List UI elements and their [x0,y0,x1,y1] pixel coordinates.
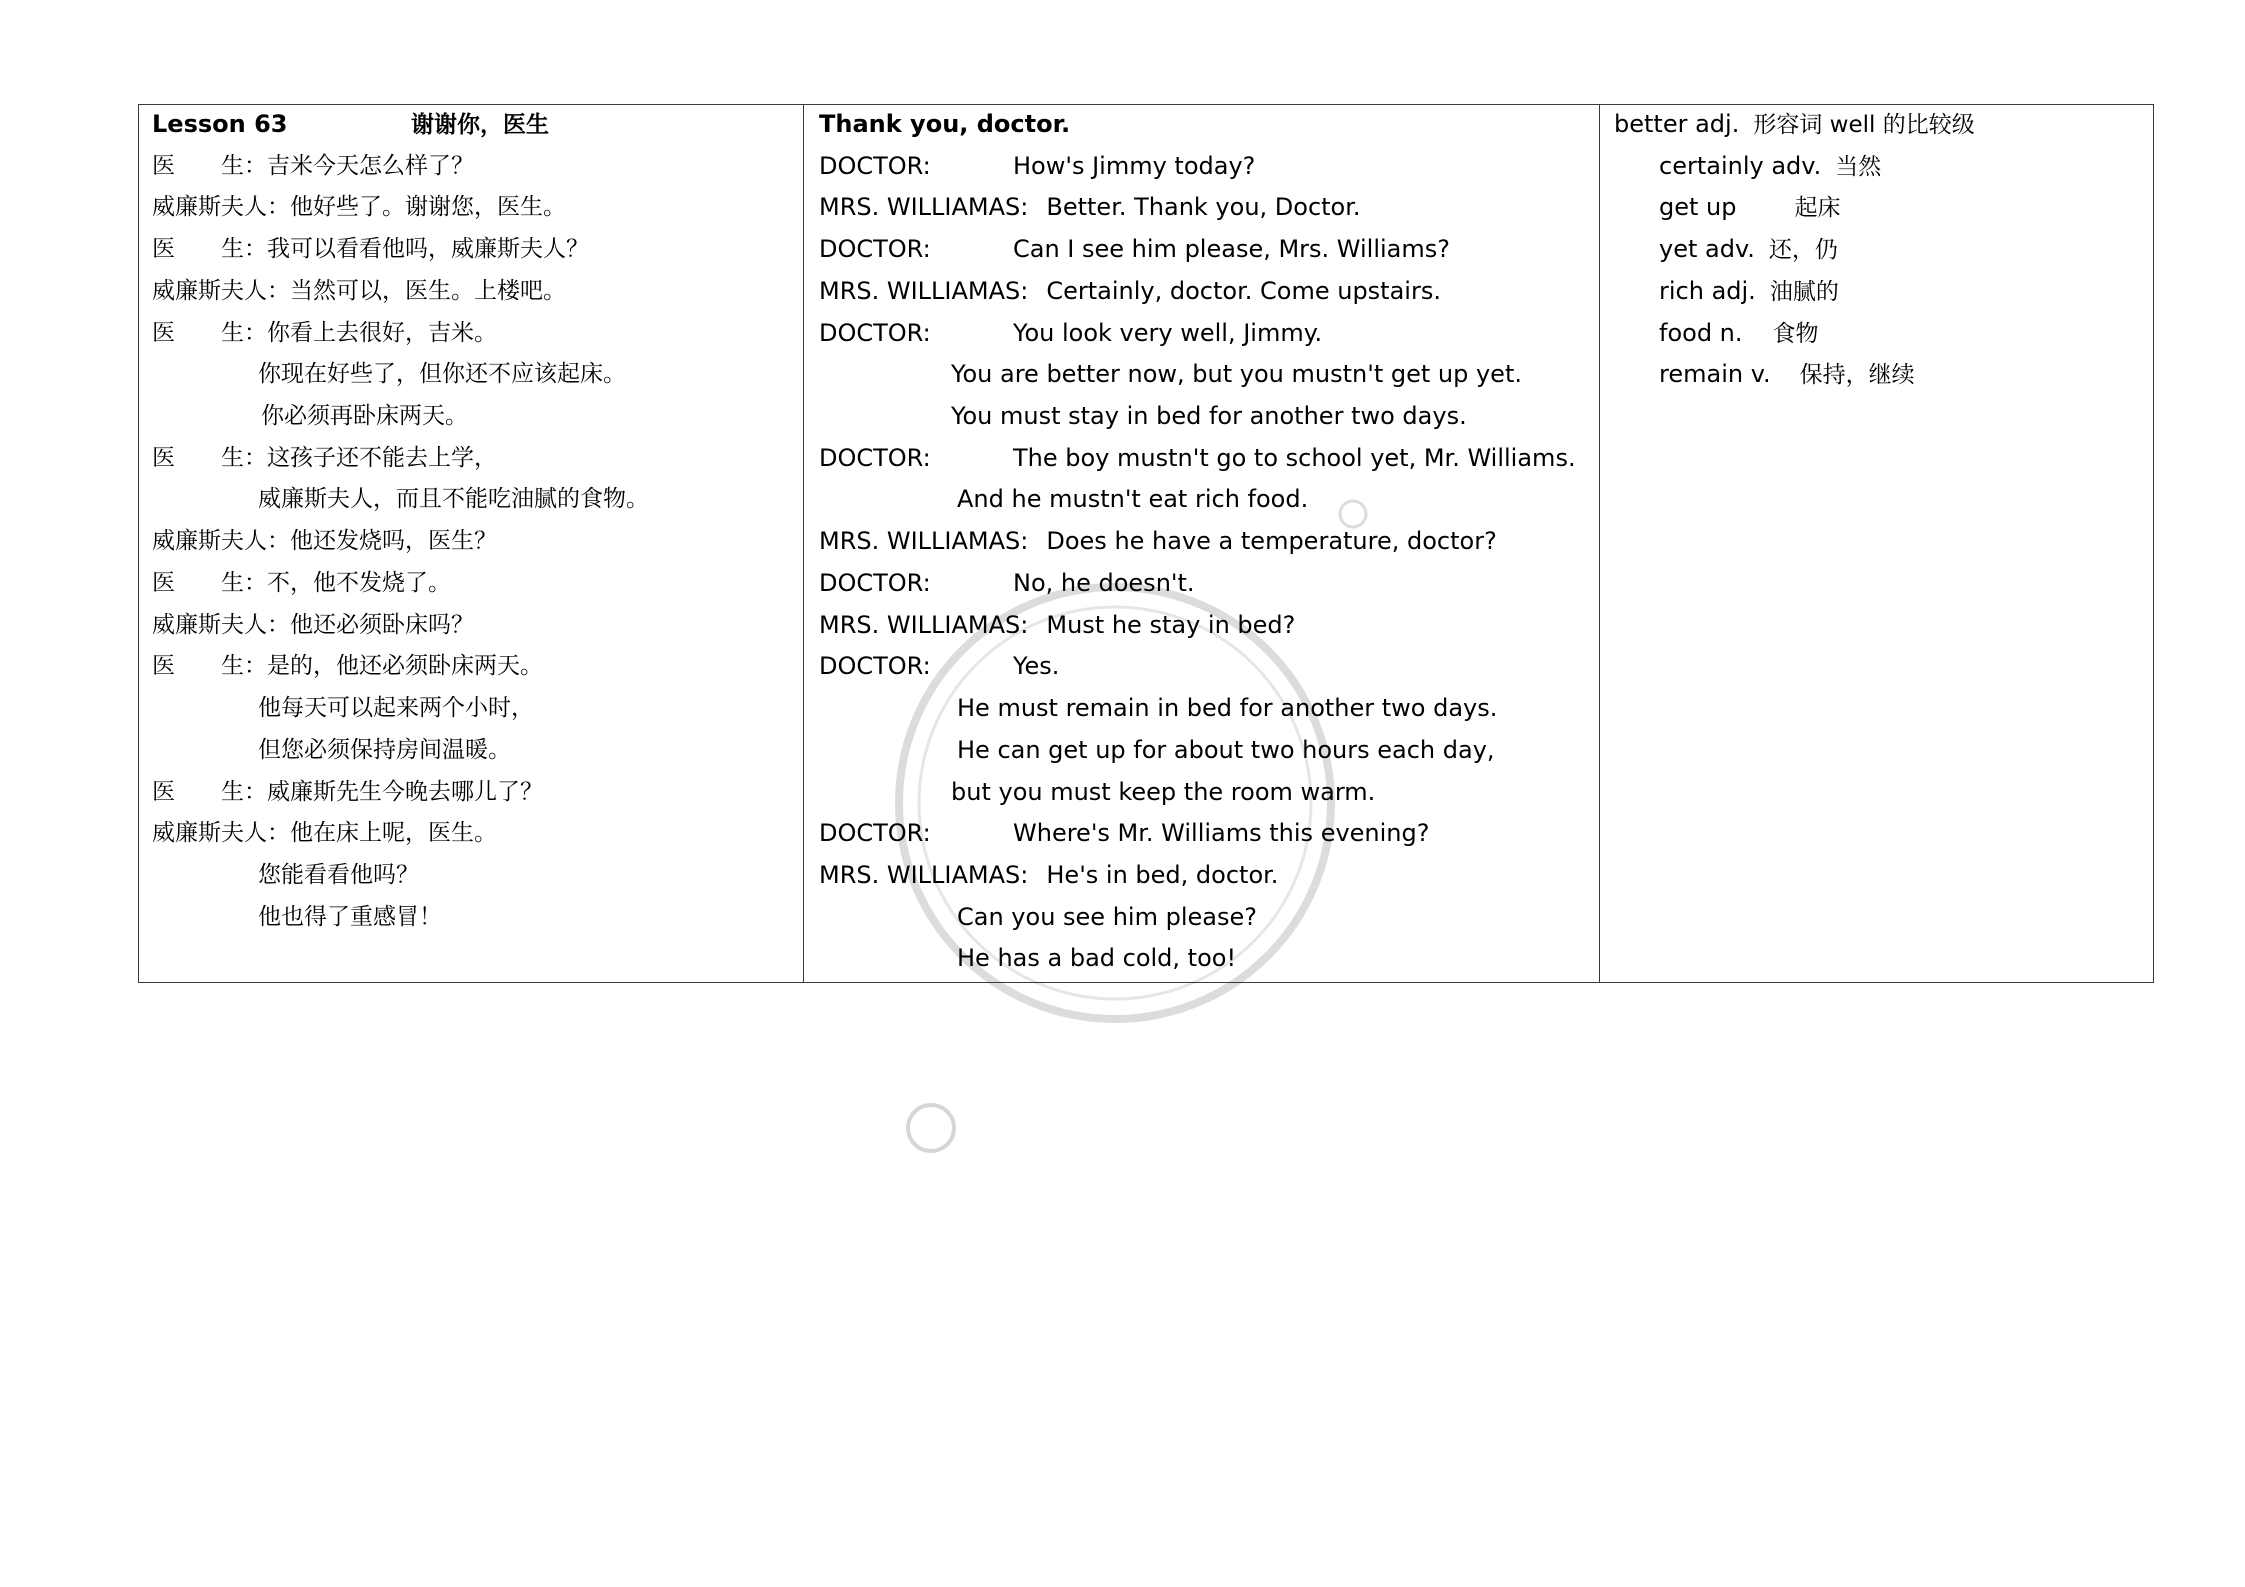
speaker-label: 医 生： [152,569,267,596]
speaker-label: MRS. WILLIAMAS: [819,610,1029,639]
en-dialogue-line [819,187,1594,229]
zh-dialogue-line [152,438,792,480]
vocab-item [1614,187,2149,229]
en-dialogue-line [819,772,1594,814]
zh-dialogue-line [152,271,792,313]
vocab-meaning: 油腻的 [1769,278,1839,305]
vocab-item [1614,354,2149,396]
dialogue-text: 吉米今天怎么样了？ [267,152,474,179]
en-dialogue-line [819,521,1594,563]
column-divider [1599,104,1600,983]
en-dialogue-line [819,938,1594,980]
en-dialogue-line [819,396,1594,438]
speaker-label: 威廉斯夫人： [152,528,290,555]
speaker-label: 威廉斯夫人： [152,194,290,221]
dialogue-text: 他在床上呢，医生。 [290,820,497,847]
dialogue-text: 你现在好些了，但你还不应该起床。 [258,361,626,388]
vocab-item [1614,271,2149,313]
speaker-label: MRS. WILLIAMAS: [819,193,1029,222]
speaker-label: 医 生： [152,152,267,179]
dialogue-text: 我可以看看他吗，威廉斯夫人？ [267,236,589,263]
zh-dialogue-line [152,730,792,772]
speaker-label: DOCTOR: [819,819,931,848]
speaker-label: MRS. WILLIAMAS: [819,860,1029,889]
dialogue-text: Can you see him please? [957,902,1257,931]
dialogue-text: Better. Thank you, Doctor. [1046,193,1361,222]
dialogue-text: Must he stay in bed? [1046,610,1296,639]
lesson-header [152,104,792,146]
vocab-term: better adj. [1614,110,1740,138]
dialogue-text: He must remain in bed for another two days. [957,694,1498,723]
speaker-label: 医 生： [152,236,267,263]
speaker-label: 医 生： [152,319,267,346]
zh-dialogue-line [152,772,792,814]
dialogue-text: Does he have a temperature, doctor? [1046,527,1497,556]
dialogue-text: 您能看看他吗？ [258,861,419,888]
dialogue-text: And he mustn't eat rich food. [957,485,1309,514]
dialogue-text: Where's Mr. Williams this evening? [1013,819,1430,848]
vocab-item [1614,313,2149,355]
dialogue-text: The boy mustn't go to school yet, Mr. Williams. [1013,443,1576,472]
lesson-title-en: Thank you, doctor. [819,110,1071,138]
dialogue-text: Can I see him please, Mrs. Williams? [1013,235,1451,264]
zh-dialogue-line [152,396,792,438]
zh-dialogue-line [152,313,792,355]
en-dialogue-line [819,605,1594,647]
dialogue-text: You must stay in bed for another two days. [951,402,1467,431]
en-dialogue-line [819,646,1594,688]
speaker-label: DOCTOR: [819,568,931,597]
dialogue-text: How's Jimmy today? [1013,151,1256,180]
dialogue-text: 威廉斯夫人，而且不能吃油腻的食物。 [258,486,649,513]
en-dialogue-line [819,146,1594,188]
en-dialogue-line [819,229,1594,271]
speaker-label: DOCTOR: [819,235,931,264]
speaker-label: DOCTOR: [819,318,931,347]
lesson-number: Lesson 63 [152,110,288,138]
vocab-term: certainly adv. [1659,151,1822,180]
en-dialogue-line [819,271,1594,313]
vocab-meaning: 保持，继续 [1799,362,1915,389]
dialogue-text: He's in bed, doctor. [1046,860,1279,889]
dialogue-text: 你看上去很好，吉米。 [267,319,497,346]
en-dialogue-line [819,438,1594,480]
dialogue-text: You look very well, Jimmy. [1013,318,1323,347]
vocab-meaning: 起床 [1794,195,1841,222]
vocab-meaning: 形容词 well 的比较级 [1753,112,1975,138]
column-divider [803,104,804,983]
dialogue-text: Certainly, doctor. Come upstairs. [1046,276,1441,305]
dialogue-text: Yes. [1013,652,1060,681]
zh-dialogue-line [152,855,792,897]
speaker-label: 威廉斯夫人： [152,277,290,304]
en-dialogue-line [819,897,1594,939]
speaker-label: 威廉斯夫人： [152,820,290,847]
speaker-label: MRS. WILLIAMAS: [819,527,1029,556]
zh-dialogue-line [152,605,792,647]
dialogue-text: 他还必须卧床吗？ [290,611,474,638]
speaker-label: MRS. WILLIAMAS: [819,276,1029,305]
vocab-meaning: 还，仍 [1768,237,1838,264]
vocab-term: get up [1659,193,1737,222]
dialogue-text: He can get up for about two hours each day, [957,735,1495,764]
vocab-item [1614,146,2149,188]
chinese-dialogue-column [152,104,792,938]
dialogue-text: 但您必须保持房间温暖。 [258,736,511,763]
en-dialogue-line [819,730,1594,772]
vocab-item [1614,104,2149,146]
vocab-meaning: 食物 [1772,320,1819,347]
vocab-term: remain v. [1659,360,1771,389]
speaker-label: DOCTOR: [819,652,931,681]
en-dialogue-line [819,688,1594,730]
dialogue-text: No, he doesn't. [1013,568,1195,597]
en-dialogue-line [819,855,1594,897]
vocab-meaning: 当然 [1835,153,1882,180]
vocab-term: yet adv. [1659,235,1755,264]
zh-dialogue-line [152,563,792,605]
english-dialogue-column [819,104,1594,980]
dialogue-text: 他好些了。谢谢您，医生。 [290,194,566,221]
dialogue-text: 不，他不发烧了。 [267,569,451,596]
zh-dialogue-line [152,354,792,396]
vocabulary-column [1614,104,2149,396]
speaker-label: DOCTOR: [819,151,931,180]
dialogue-text: 你必须再卧床两天。 [261,403,468,430]
dialogue-text: 他还发烧吗，医生？ [290,528,497,555]
vocab-term: rich adj. [1659,276,1756,305]
dialogue-text: He has a bad cold, too! [957,944,1237,973]
zh-dialogue-line [152,646,792,688]
vocab-term: food n. [1659,318,1743,347]
zh-dialogue-line [152,688,792,730]
zh-dialogue-line [152,521,792,563]
zh-dialogue-line [152,187,792,229]
dialogue-text: 这孩子还不能去上学， [267,444,497,471]
watermark-small-circle [908,1105,954,1151]
dialogue-text: 是的，他还必须卧床两天。 [267,653,543,680]
en-dialogue-line [819,354,1594,396]
zh-dialogue-line [152,479,792,521]
dialogue-text: 当然可以，医生。上楼吧。 [290,277,566,304]
en-dialogue-line [819,563,1594,605]
speaker-label: 医 生： [152,653,267,680]
speaker-label: 医 生： [152,778,267,805]
speaker-label: 医 生： [152,444,267,471]
dialogue-text: but you must keep the room warm. [951,777,1376,806]
en-dialogue-line [819,813,1594,855]
speaker-label: DOCTOR: [819,443,931,472]
dialogue-text: 他每天可以起来两个小时， [258,695,534,722]
dialogue-text: 威廉斯先生今晚去哪儿了？ [267,778,543,805]
speaker-label: 威廉斯夫人： [152,611,290,638]
lesson-title-zh: 谢谢你，医生 [411,112,549,138]
dialogue-text: 他也得了重感冒！ [258,903,442,930]
zh-dialogue-line [152,813,792,855]
zh-dialogue-line [152,897,792,939]
en-dialogue-line [819,313,1594,355]
zh-dialogue-line [152,146,792,188]
dialogue-text: You are better now, but you mustn't get up yet. [951,360,1522,389]
en-dialogue-line [819,479,1594,521]
vocab-item [1614,229,2149,271]
zh-dialogue-line [152,229,792,271]
